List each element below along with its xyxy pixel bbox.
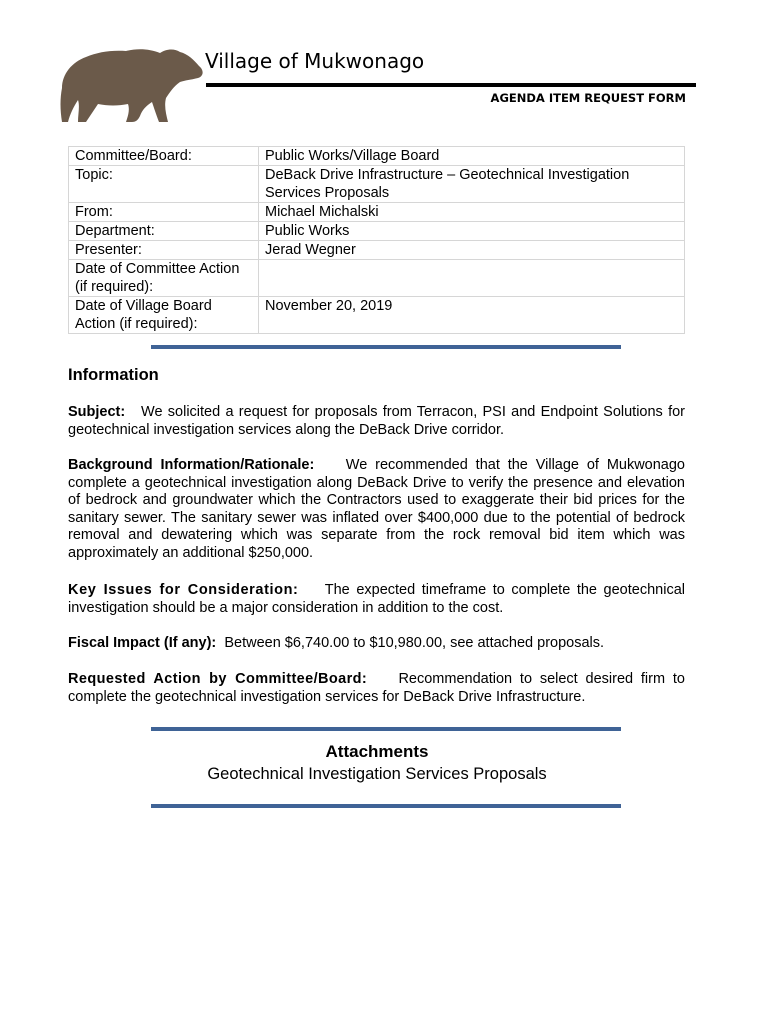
table-row <box>69 203 685 222</box>
table-row <box>69 166 685 203</box>
department-value: Public Works <box>259 222 685 241</box>
background-text: We recommended that the Village of Mukwonago complete a geotechnical investigation along DeBack Drive to verify the presence and elevation of bedrock and groundwater which the Contractors used to exaggerate their bid prices for the sanitary sewer. The sanitary sewer was inflated over $400,000 due to the potential of bedrock removal and dewatering which was separate from the rock removal bid item which was approximately an additional $250,000. <box>68 457 685 561</box>
committee-value: Public Works/Village Board <box>259 147 685 166</box>
requested-action-text: Recommendation to select desired firm to complete the geotechnical investigation services for DeBack Drive Infrastructure. <box>68 671 685 705</box>
table-row <box>69 147 685 166</box>
topic-label: Topic: <box>69 166 259 203</box>
section-divider <box>151 804 621 808</box>
table-row <box>69 260 685 297</box>
requested-action-paragraph <box>68 671 685 706</box>
requested-action-label: Requested Action by Committee/Board: <box>68 671 368 687</box>
key-issues-paragraph <box>68 582 685 617</box>
attachment-item: Geotechnical Investigation Services Proposals <box>207 765 547 783</box>
from-label: From: <box>69 203 259 222</box>
table-row <box>69 297 685 334</box>
attachments-heading: Attachments <box>325 742 429 761</box>
committee-action-date-label: Date of Committee Action (if required): <box>69 260 259 297</box>
key-issues-label: Key Issues for Consideration: <box>68 582 299 598</box>
fiscal-impact-label: Fiscal Impact (If any): <box>68 635 217 651</box>
department-label: Department: <box>69 222 259 241</box>
presenter-label: Presenter: <box>69 241 259 260</box>
table-row <box>69 241 685 260</box>
fiscal-impact-paragraph <box>68 635 685 653</box>
subject-paragraph <box>68 404 685 439</box>
section-divider <box>151 727 621 731</box>
key-issues-text: The expected timeframe to complete the geotechnical investigation should be a major consideration in addition to the cost. <box>68 582 685 616</box>
form-title: AGENDA ITEM REQUEST FORM <box>490 91 686 105</box>
subject-label: Subject: <box>68 404 126 420</box>
presenter-value: Jerad Wegner <box>259 241 685 260</box>
background-label: Background Information/Rationale: <box>68 457 315 473</box>
request-details-table <box>68 146 685 334</box>
board-action-date-label: Date of Village Board Action (if required): <box>69 297 259 334</box>
table-row <box>69 222 685 241</box>
board-action-date-value: November 20, 2019 <box>259 297 685 334</box>
information-heading: Information <box>68 366 159 384</box>
fiscal-impact-text: Between $6,740.00 to $10,980.00, see attached proposals. <box>224 635 605 651</box>
from-value: Michael Michalski <box>259 203 685 222</box>
bear-logo <box>56 44 206 130</box>
header-rule <box>206 83 696 87</box>
background-paragraph <box>68 457 685 563</box>
topic-value: DeBack Drive Infrastructure – Geotechnical Investigation Services Proposals <box>259 166 685 203</box>
subject-text: We solicited a request for proposals from Terracon, PSI and Endpoint Solutions for geotechnical investigation services along the DeBack Drive corridor. <box>68 404 685 438</box>
committee-label: Committee/Board: <box>69 147 259 166</box>
committee-action-date-value <box>259 260 685 297</box>
organization-name: Village of Mukwonago <box>205 49 425 73</box>
section-divider <box>151 345 621 349</box>
